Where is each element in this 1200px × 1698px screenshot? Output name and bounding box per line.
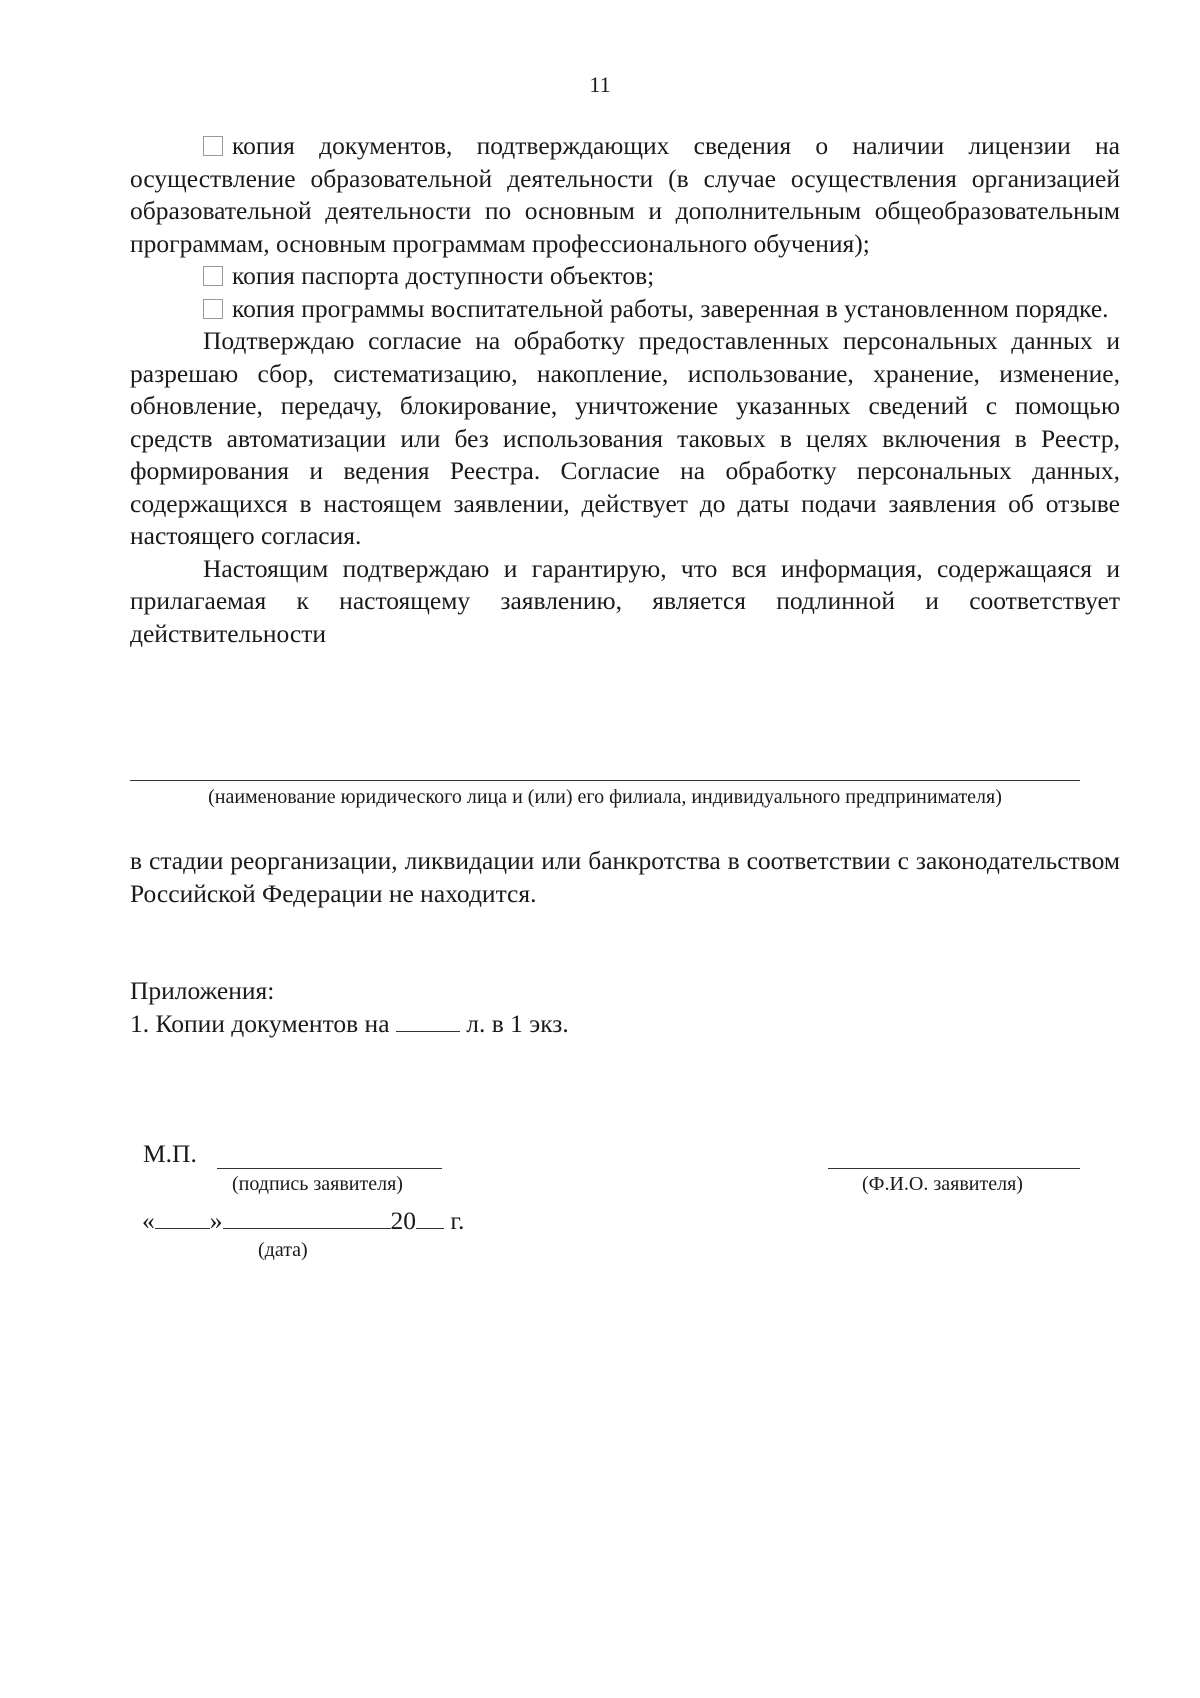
- date-month-blank[interactable]: [223, 1206, 391, 1229]
- status-block: [130, 845, 1120, 910]
- entity-name-line[interactable]: [130, 780, 1080, 781]
- checklist-item: [130, 293, 1120, 326]
- checklist-item-text: копия программы воспитательной работы, заверенная в установленном порядке.: [232, 293, 1109, 323]
- checkbox-icon[interactable]: [203, 266, 223, 286]
- checklist-item: [130, 130, 1120, 260]
- checklist-item-text: копия паспорта доступности объектов;: [232, 261, 655, 290]
- checklist-item-text: копия документов, подтверждающих сведения о наличии лицензии на осуществление образовательной деятельности (в случае осуществления организацией образовательной деятельности по основным и дополнительным общеобразовательным программам, основным программам профессионального обучения);: [130, 131, 1120, 258]
- annex-item-suffix: л. в 1 экз.: [466, 1008, 569, 1038]
- date-close-quote: »: [209, 1206, 223, 1235]
- seal-label: М.П.: [143, 1139, 197, 1168]
- date-year-blank[interactable]: [416, 1206, 444, 1229]
- date-row: [142, 1205, 464, 1238]
- annex-title: Приложения:: [130, 976, 275, 1005]
- date-open-quote: «: [142, 1206, 155, 1235]
- sheet-count-blank[interactable]: [396, 1009, 460, 1032]
- date-day-blank[interactable]: [155, 1206, 210, 1229]
- signature-line[interactable]: [217, 1168, 442, 1169]
- fio-line[interactable]: [828, 1168, 1080, 1169]
- signature-caption: (подпись заявителя): [232, 1173, 403, 1195]
- entity-name-caption: (наименование юридического лица и (или) его филиала, индивидуального предпринимателя): [208, 786, 1002, 808]
- status-paragraph: в стадии реорганизации, ликвидации или банкротства в соответствии с законодательством Российской Федерации не находится.: [130, 846, 1120, 908]
- consent-paragraph: Подтверждаю согласие на обработку предоставленных персональных данных и разрешаю сбор, систематизацию, накопление, использование, хранение, изменение, обновление, передачу, блокирование, уничтожение указанных сведений с помощью средств автоматизации или без использования таковых в целях включения в Реестр, формирования и ведения Реестра. Согласие на обработку персональных данных, содержащихся в настоящем заявлении, действует до даты подачи заявления об отзыве настоящего согласия.: [130, 326, 1120, 550]
- date-year-prefix: 20: [390, 1206, 416, 1235]
- page-number: 11: [589, 72, 611, 97]
- date-caption: (дата): [258, 1239, 308, 1261]
- annex-item: [130, 1008, 1120, 1041]
- fio-caption: (Ф.И.О. заявителя): [862, 1173, 1023, 1195]
- guarantee-paragraph: Настоящим подтверждаю и гарантирую, что вся информация, содержащаяся и прилагаемая к настоящему заявлению, является подлинной и соответствует действительности: [130, 553, 1120, 648]
- annex-section: [130, 975, 1120, 1040]
- document-body: [130, 130, 1120, 650]
- checklist-item: [130, 260, 1120, 293]
- annex-item-prefix: 1. Копии документов на: [130, 1008, 390, 1038]
- checkbox-icon[interactable]: [203, 136, 223, 156]
- checkbox-icon[interactable]: [203, 299, 223, 319]
- date-year-suffix: г.: [450, 1206, 465, 1235]
